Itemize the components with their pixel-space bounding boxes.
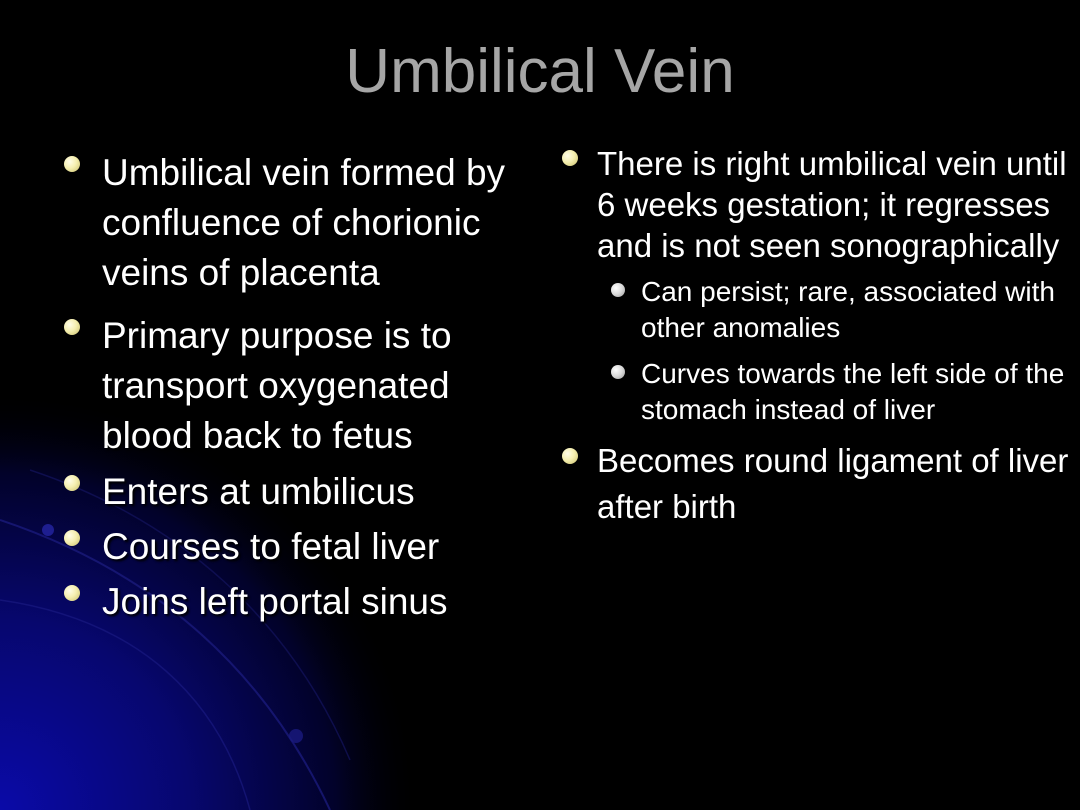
bullet-text: Joins left portal sinus (102, 581, 448, 622)
sub-bullet-item (597, 356, 1073, 428)
sub-bullet-dot-icon (611, 283, 625, 297)
sub-bullet-dot-icon (611, 365, 625, 379)
right-bullet-list (558, 143, 1073, 530)
sub-bullet-item (597, 274, 1073, 346)
bullet-dot-icon (562, 448, 578, 464)
bullet-item (558, 143, 1073, 428)
bullet-text: Courses to fetal liver (102, 526, 440, 567)
bullet-dot-icon (562, 150, 578, 166)
glow-dot (42, 524, 54, 536)
bullet-dot-icon (64, 585, 80, 601)
bullet-item (62, 522, 512, 572)
bullet-text: Umbilical vein formed by confluence of chorionic veins of placenta (102, 152, 506, 293)
bullet-text: Primary purpose is to transport oxygenated blood back to fetus (102, 315, 452, 456)
bullet-item (558, 438, 1073, 530)
sub-bullet-text: Can persist; rare, associated with other anomalies (641, 276, 1055, 343)
bullet-item (62, 148, 512, 298)
bullet-dot-icon (64, 475, 80, 491)
sub-bullet-text: Curves towards the left side of the stomach instead of liver (641, 358, 1065, 425)
glow-dot (289, 729, 303, 743)
slide-title: Umbilical Vein (345, 37, 735, 106)
bullet-text: Enters at umbilicus (102, 471, 415, 512)
bullet-item (62, 577, 512, 627)
bullet-item (62, 467, 512, 517)
sub-bullet-list (597, 274, 1073, 428)
bullet-item (62, 311, 512, 461)
left-bullet-list (62, 148, 512, 627)
bullet-dot-icon (64, 319, 80, 335)
bullet-text: There is right umbilical vein until 6 weeks gestation; it regresses and is not seen sonographically (597, 145, 1067, 264)
bullet-dot-icon (64, 530, 80, 546)
bullet-text: Becomes round ligament of liver after birth (597, 442, 1069, 525)
bullet-dot-icon (64, 156, 80, 172)
